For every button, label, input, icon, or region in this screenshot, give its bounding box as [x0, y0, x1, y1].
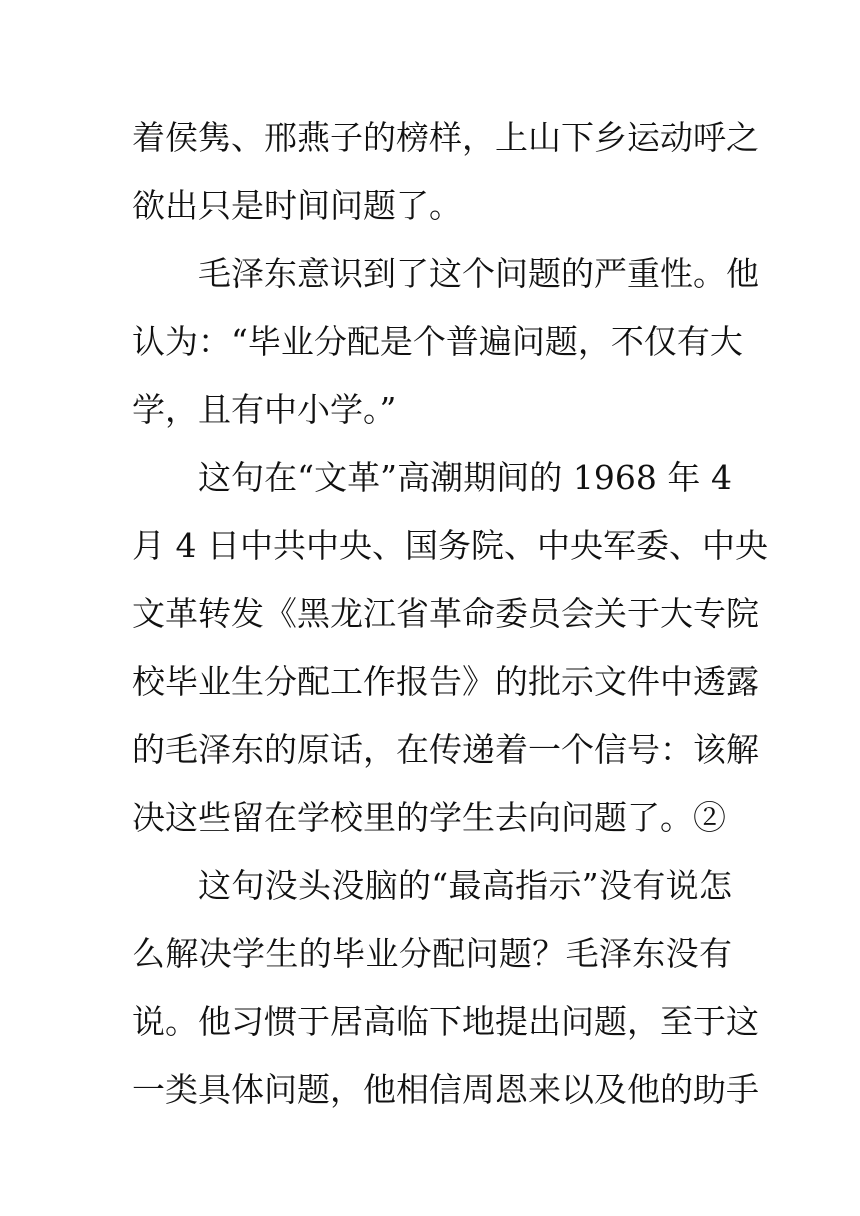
document-page [132, 104, 768, 1124]
text-line: 说。他习惯于居高临下地提出问题，至于这 [132, 1002, 759, 1041]
text-line: 欲出只是时间问题了。 [132, 186, 462, 225]
text-line: 这句在“文革”高潮期间的 1968 年 4 [198, 458, 732, 497]
text-line: 的毛泽东的原话，在传递着一个信号：该解 [132, 730, 759, 769]
text-line: 月 4 日中共中央、国务院、中央军委、中央 [132, 526, 768, 565]
text-line: 毛泽东意识到了这个问题的严重性。他 [198, 254, 759, 293]
text-line: 学，且有中小学。” [132, 390, 397, 429]
text-line: 一类具体问题，他相信周恩来以及他的助手 [132, 1070, 759, 1109]
text-line: 文革转发《黑龙江省革命委员会关于大专院 [132, 594, 759, 633]
text-line: 校毕业生分配工作报告》的批示文件中透露 [132, 662, 759, 701]
text-line: 认为：“毕业分配是个普遍问题，不仅有大 [132, 322, 743, 361]
text-line: 决这些留在学校里的学生去向问题了。② [132, 798, 726, 837]
text-line: 这句没头没脑的“最高指示”没有说怎 [198, 866, 732, 905]
text-line: 么解决学生的毕业分配问题？毛泽东没有 [132, 934, 732, 973]
text-line: 着侯隽、邢燕子的榜样，上山下乡运动呼之 [132, 118, 759, 157]
